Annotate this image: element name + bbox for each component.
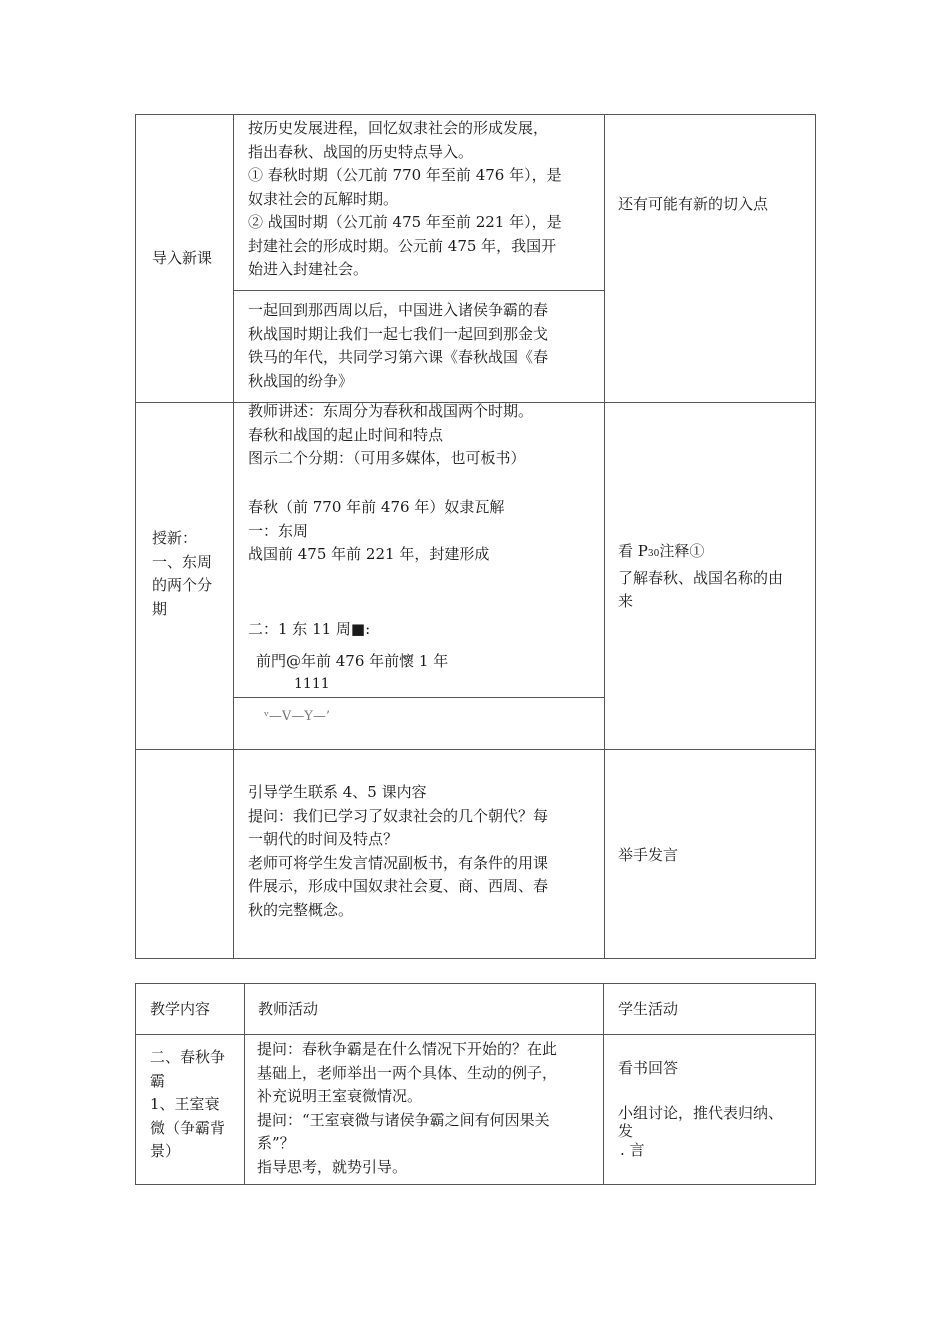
text-line: 1、王室衰 — [150, 1095, 220, 1113]
student-activity-read: 看书回答 — [618, 1059, 679, 1077]
text-line: 一起回到那西周以后，中国进入诸侯争霸的春 — [248, 301, 549, 319]
text-line: 来 — [618, 592, 634, 610]
text-line: 秋的完整概念。 — [248, 900, 354, 919]
text-line: 了解春秋、战国名称的由 — [618, 568, 784, 587]
section-label-hegemony — [150, 1046, 242, 1164]
row-divider — [136, 1034, 815, 1035]
page-number-subscript: 30 — [647, 549, 660, 559]
text-line: 小组讨论，推代表归纳、 — [618, 1104, 784, 1122]
text-line: 始进入封建社会。 — [248, 260, 369, 278]
text-line: ① 春秋时期（公兀前 770 年至前 476 年），是 — [248, 166, 562, 184]
text-line: 微（争霸背 — [150, 1118, 226, 1137]
student-activity-intro: 还有可能有新的切入点 — [618, 195, 769, 213]
diagram-line: 前門@年前 476 年前懷 1 年 — [256, 652, 449, 670]
text-line: 秋战国时期让我们一起七我们一起回到那金戈 — [248, 324, 549, 343]
text-line: 提问：春秋争霸是在什么情况下开始的？在此 — [257, 1040, 558, 1058]
text-line: 期 — [152, 599, 168, 618]
column-divider — [604, 115, 605, 958]
text-line: 的两个分 — [152, 576, 213, 594]
text-line: 景） — [150, 1142, 181, 1160]
section-label-eastern-zhou — [152, 527, 212, 621]
text-line: 教师讲述：东周分为春秋和战国两个时期。 — [248, 402, 534, 420]
text-line: 引导学生联系 4、5 课内容 — [248, 783, 427, 801]
header-teacher-activity: 教师活动 — [258, 1000, 319, 1018]
teacher-activity-review — [248, 781, 600, 922]
text-run: 注释① — [659, 542, 705, 560]
text-line: 基础上，老师举出一两个具体、生动的例子， — [257, 1063, 558, 1082]
text-line: 提问：我们已学习了奴隶社会的几个朝代？每 — [248, 806, 549, 825]
lesson-table-2 — [135, 983, 816, 1185]
lesson-table-1 — [135, 114, 816, 959]
text-line: . 言 — [620, 1141, 645, 1159]
text-line: 老师可将学生发言情况副板书，有条件的用课 — [248, 853, 549, 872]
text-line: 一朝代的时间及特点？ — [248, 830, 399, 848]
student-activity-review: 举手发言 — [618, 846, 679, 864]
text-line: 一：东周 — [248, 521, 309, 540]
text-line: 图示二个分期：（可用多媒体，也可板书） — [248, 449, 526, 467]
teacher-activity-hegemony — [257, 1038, 601, 1179]
text-line: 发 — [618, 1121, 634, 1140]
text-line: 封建社会的形成时期。公元前 475 年，我国开 — [248, 236, 557, 255]
period-diagram-text — [248, 496, 600, 567]
text-line: 补充说明王室衰微情况。 — [257, 1087, 423, 1105]
text-line: 指出春秋、战国的历史特点导入。 — [248, 142, 474, 161]
teacher-activity-eastern-zhou — [248, 400, 600, 471]
text-line: 一、东周 — [152, 552, 213, 571]
text-run: 看 P — [618, 542, 648, 560]
text-line: 春秋（前 770 年前 476 年）奴隶瓦解 — [248, 498, 505, 516]
text-line: ② 战国时期（公兀前 475 年至前 221 年），是 — [248, 213, 562, 231]
diagram-line: 二：1 东 11 周■: — [248, 620, 371, 638]
column-divider — [603, 984, 604, 1184]
row-divider — [233, 697, 605, 698]
column-divider — [233, 115, 234, 958]
teacher-activity-intro-cont — [248, 299, 600, 393]
text-line: 系”？ — [257, 1134, 295, 1152]
diagram-line: 1111 — [294, 676, 330, 692]
column-divider — [244, 984, 245, 1184]
row-divider — [233, 290, 605, 291]
diagram-line: ᵛ—V—Y—’ — [264, 709, 330, 724]
text-line: 铁马的年代，共同学习第六课《春秋战国《春 — [248, 348, 549, 366]
text-line: 指导思考，就势引导。 — [257, 1157, 408, 1176]
text-line: 战国前 475 年前 221 年，封建形成 — [248, 545, 490, 563]
text-line: 授新： — [152, 529, 198, 547]
student-activity-discuss — [618, 1102, 813, 1163]
row-divider — [136, 749, 815, 750]
header-teaching-content: 教学内容 — [150, 1000, 211, 1018]
text-line: 提问：“王室衰微与诸侯争霸之间有何因果关 — [257, 1110, 550, 1129]
text-line — [618, 540, 808, 567]
text-line: 奴隶社会的瓦解时期。 — [248, 189, 399, 208]
header-student-activity: 学生活动 — [618, 1000, 679, 1018]
teacher-activity-intro — [248, 117, 600, 282]
student-activity-eastern-zhou — [618, 540, 808, 614]
text-line: 春秋和战国的起止时间和特点 — [248, 425, 444, 444]
text-line: 霸 — [150, 1071, 166, 1090]
text-line: 按历史发展进程，回忆奴隶社会的形成发展， — [248, 119, 549, 137]
text-line: 二、春秋争 — [150, 1048, 226, 1066]
text-line: 件展示，形成中国奴隶社会夏、商、西周、春 — [248, 877, 549, 895]
text-line: 秋战国的纷争》 — [248, 371, 354, 390]
section-label-intro: 导入新课 — [152, 249, 213, 267]
